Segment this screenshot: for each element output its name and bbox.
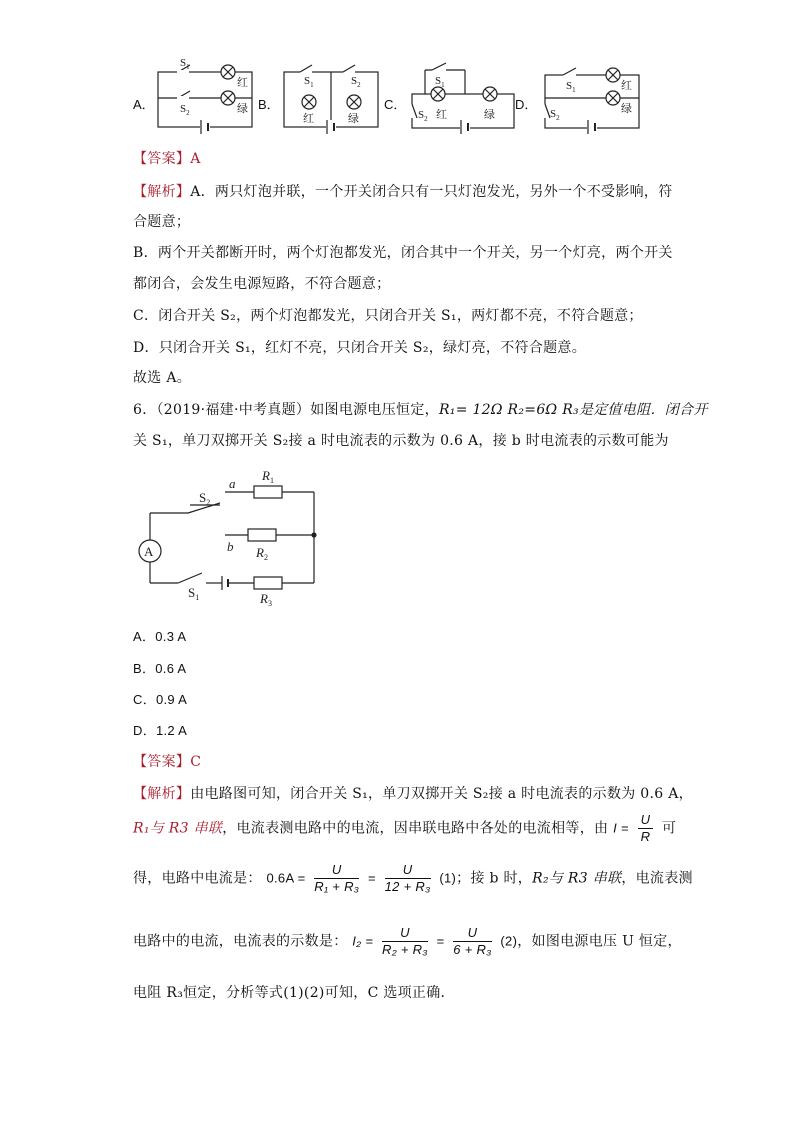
option-a-label: A．	[133, 97, 155, 112]
q6-analysis-line4: 电路中的电流，电流表的示数是： I₂ = $\frac{U}{\text{R₂ + R₃}}$ = $\frac{U}{\text{6 + R₃}}$ (2)，如图电源电压 U 恒定，	[133, 925, 682, 957]
option-c-label: C．	[384, 97, 407, 112]
q6-analysis-line1: 【解析】由电路图可知，闭合开关 S₁，单刀双掷开关 S₂接 a 时电流表的示数为 0.6 A，	[133, 786, 693, 802]
option-d-label: D．	[515, 97, 538, 112]
q6-option-a: A．0.3 A	[133, 629, 187, 644]
q6-option-b: B．0.6 A	[133, 661, 187, 676]
q5-answer: 【答案】A	[133, 151, 201, 167]
a-s1-label: $S_1$	[180, 57, 190, 71]
b-green-label: 绿	[348, 113, 359, 125]
a-green-label: 绿	[237, 103, 248, 115]
r2-label: $R_2$	[256, 545, 268, 562]
q6-analysis-line5: 电阻 R₃恒定，分析等式(1)(2)可知，C 选项正确．	[133, 985, 455, 1001]
s1-label: $S_1$	[188, 585, 200, 602]
option-b-label: B．	[258, 97, 280, 112]
q5-analysis-line7: 故选 A。	[133, 370, 192, 386]
r3-label: $R_3$	[260, 591, 272, 608]
b-s1-label: $S_1$	[304, 75, 314, 89]
a-red-label: 红	[237, 77, 248, 89]
q6-stem-line2: 关 S₁，单刀双掷开关 S₂接 a 时电流表的示数为 0.6 A，接 b 时电流表的示数可能为	[133, 433, 669, 449]
q5-analysis-line5: C．闭合开关 S₂，两个灯泡都发光，只闭合开关 S₁，两灯都不亮，不符合题意；	[133, 308, 643, 324]
d-green-label: 绿	[621, 103, 632, 115]
option-circuits	[0, 0, 794, 140]
d-s1-label: $S_1$	[566, 80, 576, 94]
b-s2-label: $S_2$	[351, 75, 361, 89]
a-s2-label: $S_2$	[180, 103, 190, 117]
q6-analysis-line3: 得，电路中电流是： 0.6A = $\frac{U}{\text{R₁ + R₃}}$ = $\frac{U}{\text{12 + R₃}}$ (1)；接 b 时，R₂与 R3 串联，电流表测	[133, 862, 693, 894]
d-s2-label: $S_2$	[550, 108, 560, 122]
q6-analysis-line2: R₁与 R3 串联，电流表测电路中的电流，因串联电路中各处的电流相等，由 I = $\frac{U}{R}$ 可	[133, 812, 677, 844]
q5-analysis-line3: B．两个开关都断开时，两个灯泡都发光，闭合其中一个开关，另一个灯亮，两个开关	[133, 245, 673, 261]
q5-analysis-line4: 都闭合，会发生电源短路，不符合题意；	[133, 276, 391, 292]
c-red-label: 红	[436, 109, 447, 121]
c-green-label: 绿	[484, 109, 495, 121]
r1-label: $R_1$	[262, 468, 274, 485]
d-red-label: 红	[621, 80, 632, 92]
terminal-b-label: b	[227, 539, 234, 554]
q5-analysis-line2: 合题意；	[133, 214, 191, 230]
q6-option-c: C．0.9 A	[133, 692, 188, 707]
s2-label: $S_2$	[199, 490, 211, 507]
q6-stem-line1: 6．（2019·福建·中考真题）如图电源电压恒定，R₁= 12Ω R₂=6Ω R₃是定值电阻．闭合开	[133, 402, 708, 418]
ammeter-label: A	[144, 544, 154, 559]
q6-answer: 【答案】C	[133, 754, 202, 770]
q6-circuit-diagram	[130, 465, 330, 615]
q5-analysis-line6: D．只闭合开关 S₁，红灯不亮，只闭合开关 S₂，绿灯亮，不符合题意。	[133, 340, 587, 356]
c-s1-label: $S_1$	[435, 75, 445, 89]
terminal-a-label: a	[229, 476, 236, 491]
q6-option-d: D．1.2 A	[133, 723, 188, 738]
c-s2-label: $S_2$	[418, 109, 428, 123]
b-red-label: 红	[303, 113, 314, 125]
q5-analysis-line1: 【解析】A．两只灯泡并联，一个开关闭合只有一只灯泡发光，另外一个不受影响，符	[133, 184, 673, 200]
